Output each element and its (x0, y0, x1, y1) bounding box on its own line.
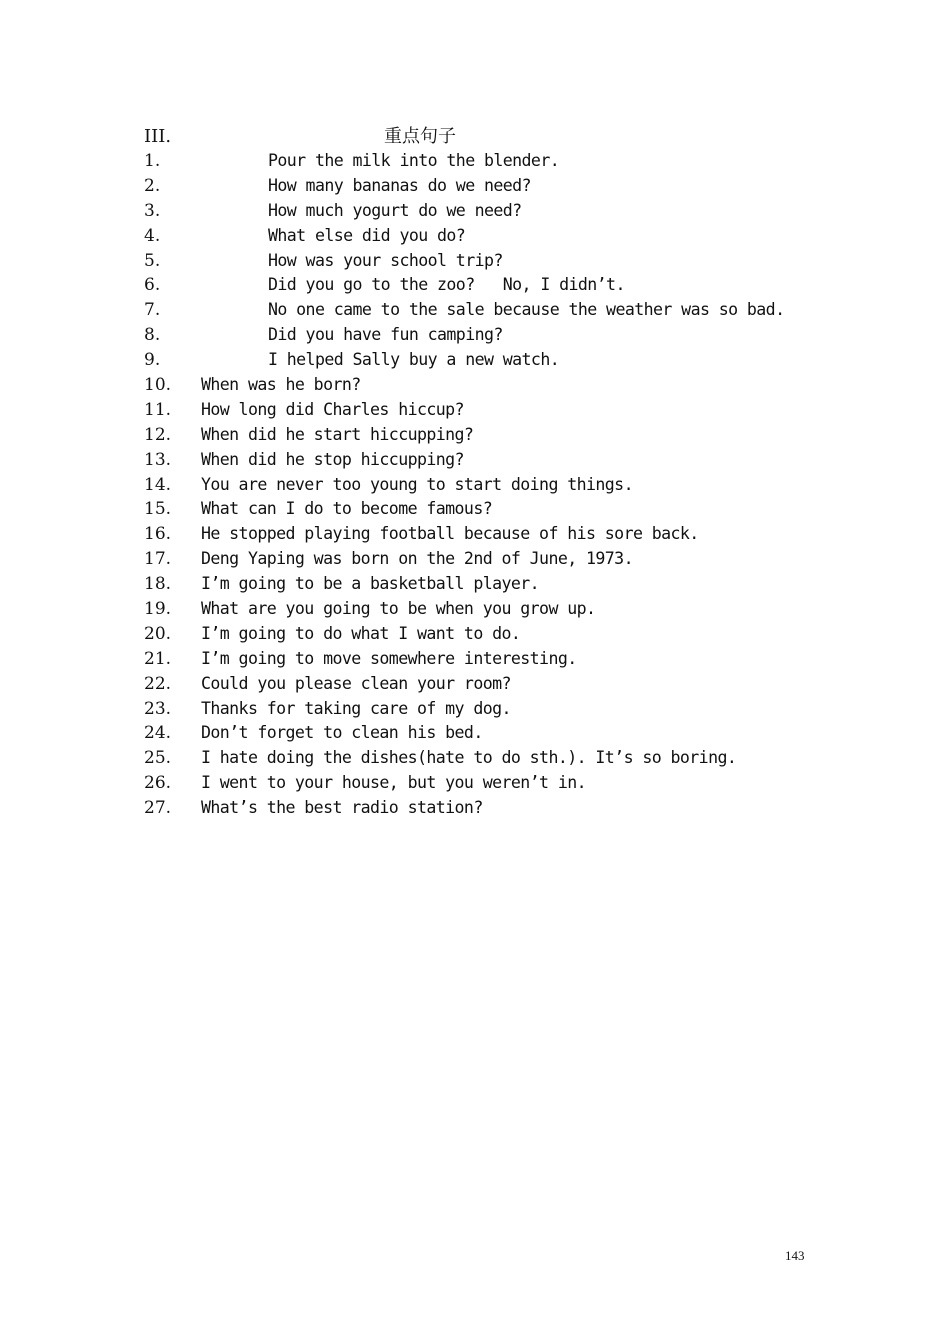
item-number: 15. (144, 499, 172, 520)
list-item (144, 721, 844, 746)
item-text: How many bananas do we need? (268, 175, 531, 195)
item-number: 26. (144, 773, 172, 794)
item-number: 17. (144, 549, 172, 570)
item-number: 13. (144, 449, 172, 470)
item-text: Did you have fun camping? (268, 325, 503, 345)
list-item (144, 199, 844, 224)
item-text: What can I do to become famous? (201, 499, 493, 519)
list-item (144, 771, 844, 796)
item-number: 7. (144, 300, 161, 321)
item-text: Don’t forget to clean his bed. (201, 723, 483, 743)
item-number: 19. (144, 599, 172, 620)
item-number: 6. (144, 275, 161, 296)
item-text: Did you go to the zoo? No, I didn’t. (268, 275, 625, 295)
list-item (144, 149, 844, 174)
item-number: 4. (144, 225, 161, 246)
item-number: 24. (144, 723, 172, 744)
item-text: When did he start hiccupping? (201, 424, 474, 444)
item-text: I’m going to do what I want to do. (201, 623, 521, 643)
list-item (144, 348, 844, 373)
list-item (144, 622, 844, 647)
item-text: What else did you do? (268, 225, 466, 245)
item-number: 1. (144, 151, 161, 171)
list-item (144, 697, 844, 722)
item-number: 16. (144, 524, 172, 545)
item-number: 27. (144, 798, 172, 819)
page-number: 143 (785, 1248, 805, 1263)
item-number: 3. (144, 200, 161, 221)
item-text: I’m going to move somewhere interesting. (201, 648, 577, 668)
list-item (144, 373, 844, 398)
list-item (144, 497, 844, 522)
item-text: I went to your house, but you weren’t in. (201, 773, 587, 793)
list-item (144, 174, 844, 199)
item-number: 25. (144, 748, 172, 769)
list-item (144, 323, 844, 348)
item-text: You are never too young to start doing things. (201, 474, 633, 494)
list-item (144, 796, 844, 821)
item-number: 18. (144, 574, 172, 595)
section-title: 重点句子 (384, 126, 456, 147)
item-number: 14. (144, 474, 172, 495)
item-text: What are you going to be when you grow up. (201, 599, 596, 619)
list-item (144, 273, 844, 298)
item-text: No one came to the sale because the weather was so bad. (268, 300, 785, 320)
item-number: 9. (144, 350, 161, 371)
item-text: I hate doing the dishes(hate to do sth.). It’s so boring. (201, 748, 737, 768)
list-item (144, 249, 844, 274)
list-item (144, 448, 844, 473)
item-text: Could you please clean your room? (201, 673, 511, 693)
item-text: He stopped playing football because of his sore back. (201, 524, 699, 544)
item-text: Thanks for taking care of my dog. (201, 698, 511, 718)
list-item (144, 572, 844, 597)
item-text: How was your school trip? (268, 250, 503, 270)
list-item (144, 423, 844, 448)
list-item (144, 473, 844, 498)
list-item (144, 298, 844, 323)
section-heading (144, 124, 844, 149)
item-number: 10. (144, 375, 172, 396)
item-text: What’s the best radio station? (201, 798, 483, 818)
item-number: 12. (144, 424, 172, 445)
item-text: Deng Yaping was born on the 2nd of June, 1973. (201, 549, 633, 569)
sentence-list (144, 149, 844, 821)
item-number: 5. (144, 250, 161, 271)
list-item (144, 522, 844, 547)
item-text: I’m going to be a basketball player. (201, 574, 540, 594)
item-text: When did he stop hiccupping? (201, 449, 464, 469)
item-text: How long did Charles hiccup? (201, 399, 464, 419)
list-item (144, 647, 844, 672)
item-number: 8. (144, 325, 161, 346)
list-item (144, 672, 844, 697)
item-number: 11. (144, 399, 172, 420)
item-number: 20. (144, 623, 172, 644)
item-number: 21. (144, 648, 172, 669)
item-text: When was he born? (201, 375, 361, 395)
list-item (144, 597, 844, 622)
list-item (144, 746, 844, 771)
section-number: III. (144, 126, 172, 147)
item-number: 23. (144, 698, 172, 719)
item-text: How much yogurt do we need? (268, 200, 522, 220)
item-text: Pour the milk into the blender. (268, 151, 560, 170)
item-number: 22. (144, 673, 172, 694)
item-text: I helped Sally buy a new watch. (268, 350, 560, 370)
list-item (144, 398, 844, 423)
item-number: 2. (144, 175, 161, 196)
list-item (144, 547, 844, 572)
list-item (144, 224, 844, 249)
